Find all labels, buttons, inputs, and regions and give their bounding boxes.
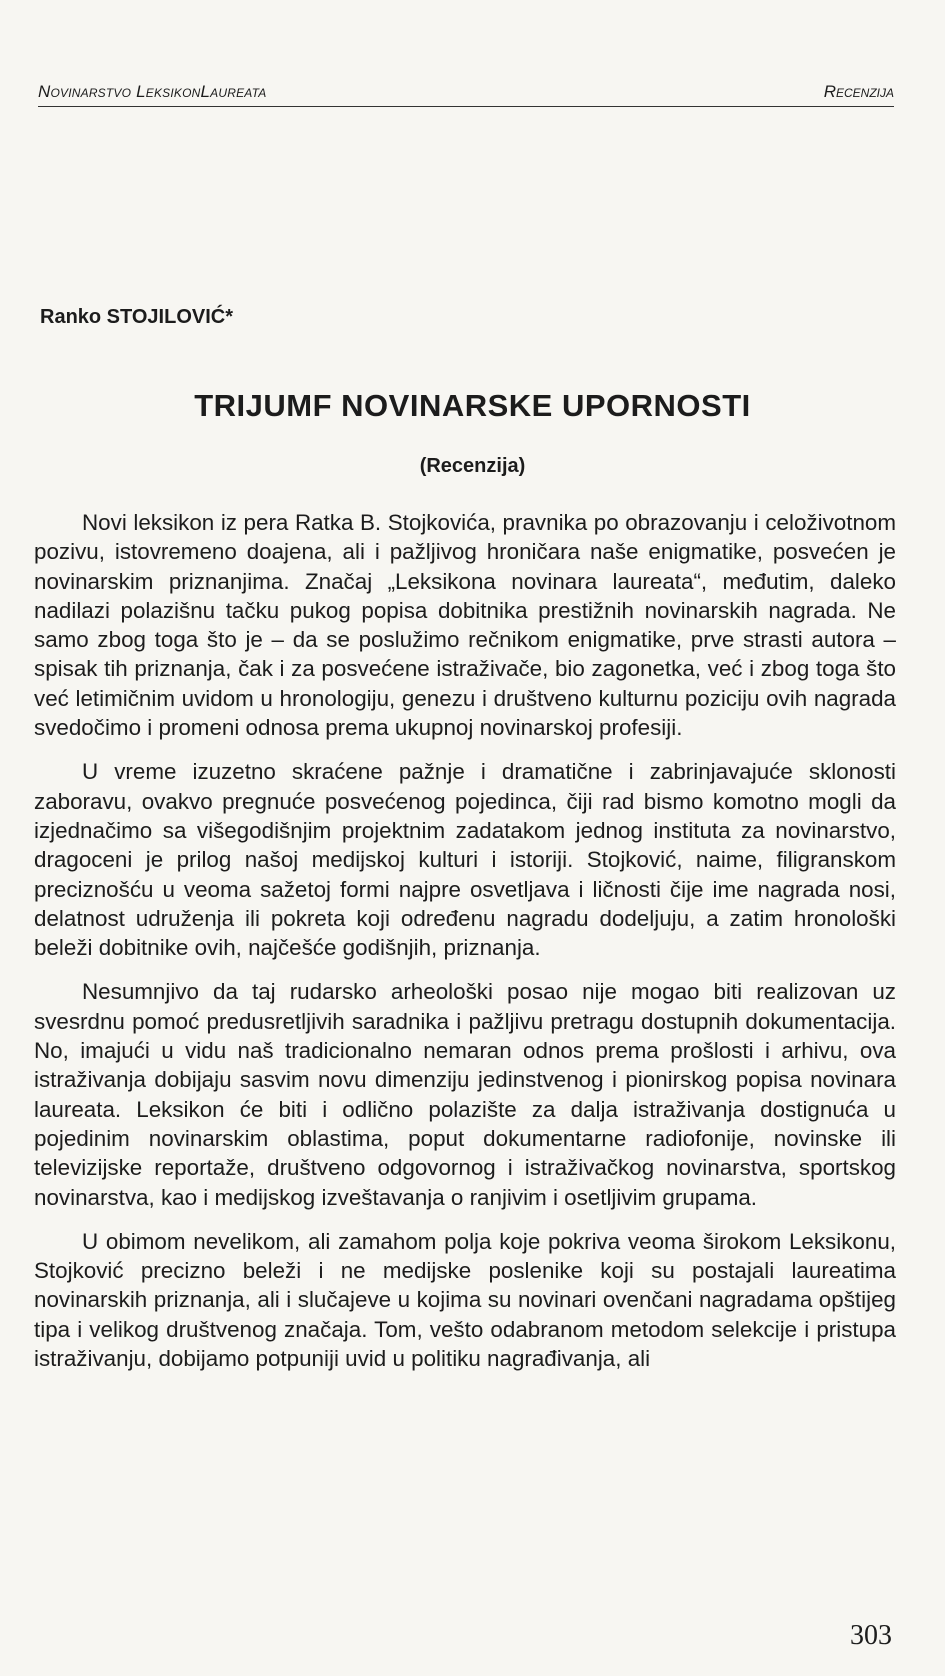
- paragraph-3: Nesumnjivo da taj rudarsko arheološki posao nije mogao biti realizovan uz svesrdnu pomoć predusretljivih saradnika i pažljivu pretragu dostupnih dokumentacija. No, imajući u vidu naš tradicionalno nemaran odnos prema prošlosti i arhivu, ova istraživanja dobijaju sasvim novu dimenziju jedinstvenog i pionirskog popisa novinara laureata. Leksikon će biti i odlično polazište za dalja istraživanja dostignuća u pojedinim novinarskim oblastima, poput dokumentarne radiofonije, novinske ili televizijske reportaže, društveno odgovornog i istraživačkog novinarstva, sportskog novinarstva, kao i medijskog izveštavanja o ranjivim i osetljivim grupama.: [34, 979, 896, 1210]
- author-name: Ranko STOJILOVIĆ*: [40, 306, 234, 328]
- article-body: [34, 508, 896, 1388]
- page-number: 303: [850, 1620, 892, 1651]
- paragraph-4: U obimom nevelikom, ali zamahom polja koje pokriva veoma širokom Leksikonu, Stojković precizno beleži i ne medijske poslenike koji su postajali laureatima novinarskih priznanja, ali i slučajeve u kojima su novinari ovenčani nagradama opštijeg tipa i velikog društvenog značaja. Tom, vešto odabranom metodom selekcije i pristupa istraživanju, dobijamo potpuniji uvid u politiku nagrađivanja, ali: [34, 1228, 896, 1372]
- header-section-label: Recenzija: [823, 82, 894, 101]
- running-header: [38, 82, 894, 107]
- paragraph-2: U vreme izuzetno skraćene pažnje i dramatične i zabrinjavajuće sklonosti zaboravu, ovakvo pregnuće posvećenog pojedinca, čiji rad bismo komotno mogli da izjednačimo sa višegodišnjim projektnim zadatakom jednog instituta za novinarstvo, dragoceni je prilog našoj medijskoj kulturi i istoriji. Stojković, naime, filigranskom preciznošću u veoma sažetoj formi najpre osvetljava i ličnosti čije ime nagrada nosi, delatnost udruženja ili pokreta koji određenu nagradu dodeljuju, a zatim hronološki beleži dobitnike ovih, najčešće godišnjih, priznanja.: [34, 759, 896, 961]
- header-journal-title: Novinarstvo LeksikonLaureata: [38, 82, 267, 101]
- paragraph-1: Novi leksikon iz pera Ratka B. Stojkovića, pravnika po obrazovanju i celoživotnom pozivu, istovremeno doajena, ali i pažljivog hroničara naše enigmatike, posvećen je novinarskim priznanjima. Značaj „Leksikona novinara laureata“, međutim, daleko nadilazi polazišnu tačku pukog popisa dobitnika prestižnih novinarskih nagrada. Ne samo zbog toga što je – da se poslužimo rečnikom enigmatike, prve strasti autora – spisak tih priznanja, čak i za posvećene istraživače, bio zagonetka, već i zbog toga što već letimičnim uvidom u hronologiju, genezu i društveno kulturnu poziciju ovih nagrada svedočimo i promeni odnosa prema ukupnoj novinarskoj profesiji.: [34, 510, 896, 741]
- article-subtitle: (Recenzija): [419, 455, 526, 477]
- article-title: TRIJUMF NOVINARSKE UPORNOSTI: [194, 388, 751, 423]
